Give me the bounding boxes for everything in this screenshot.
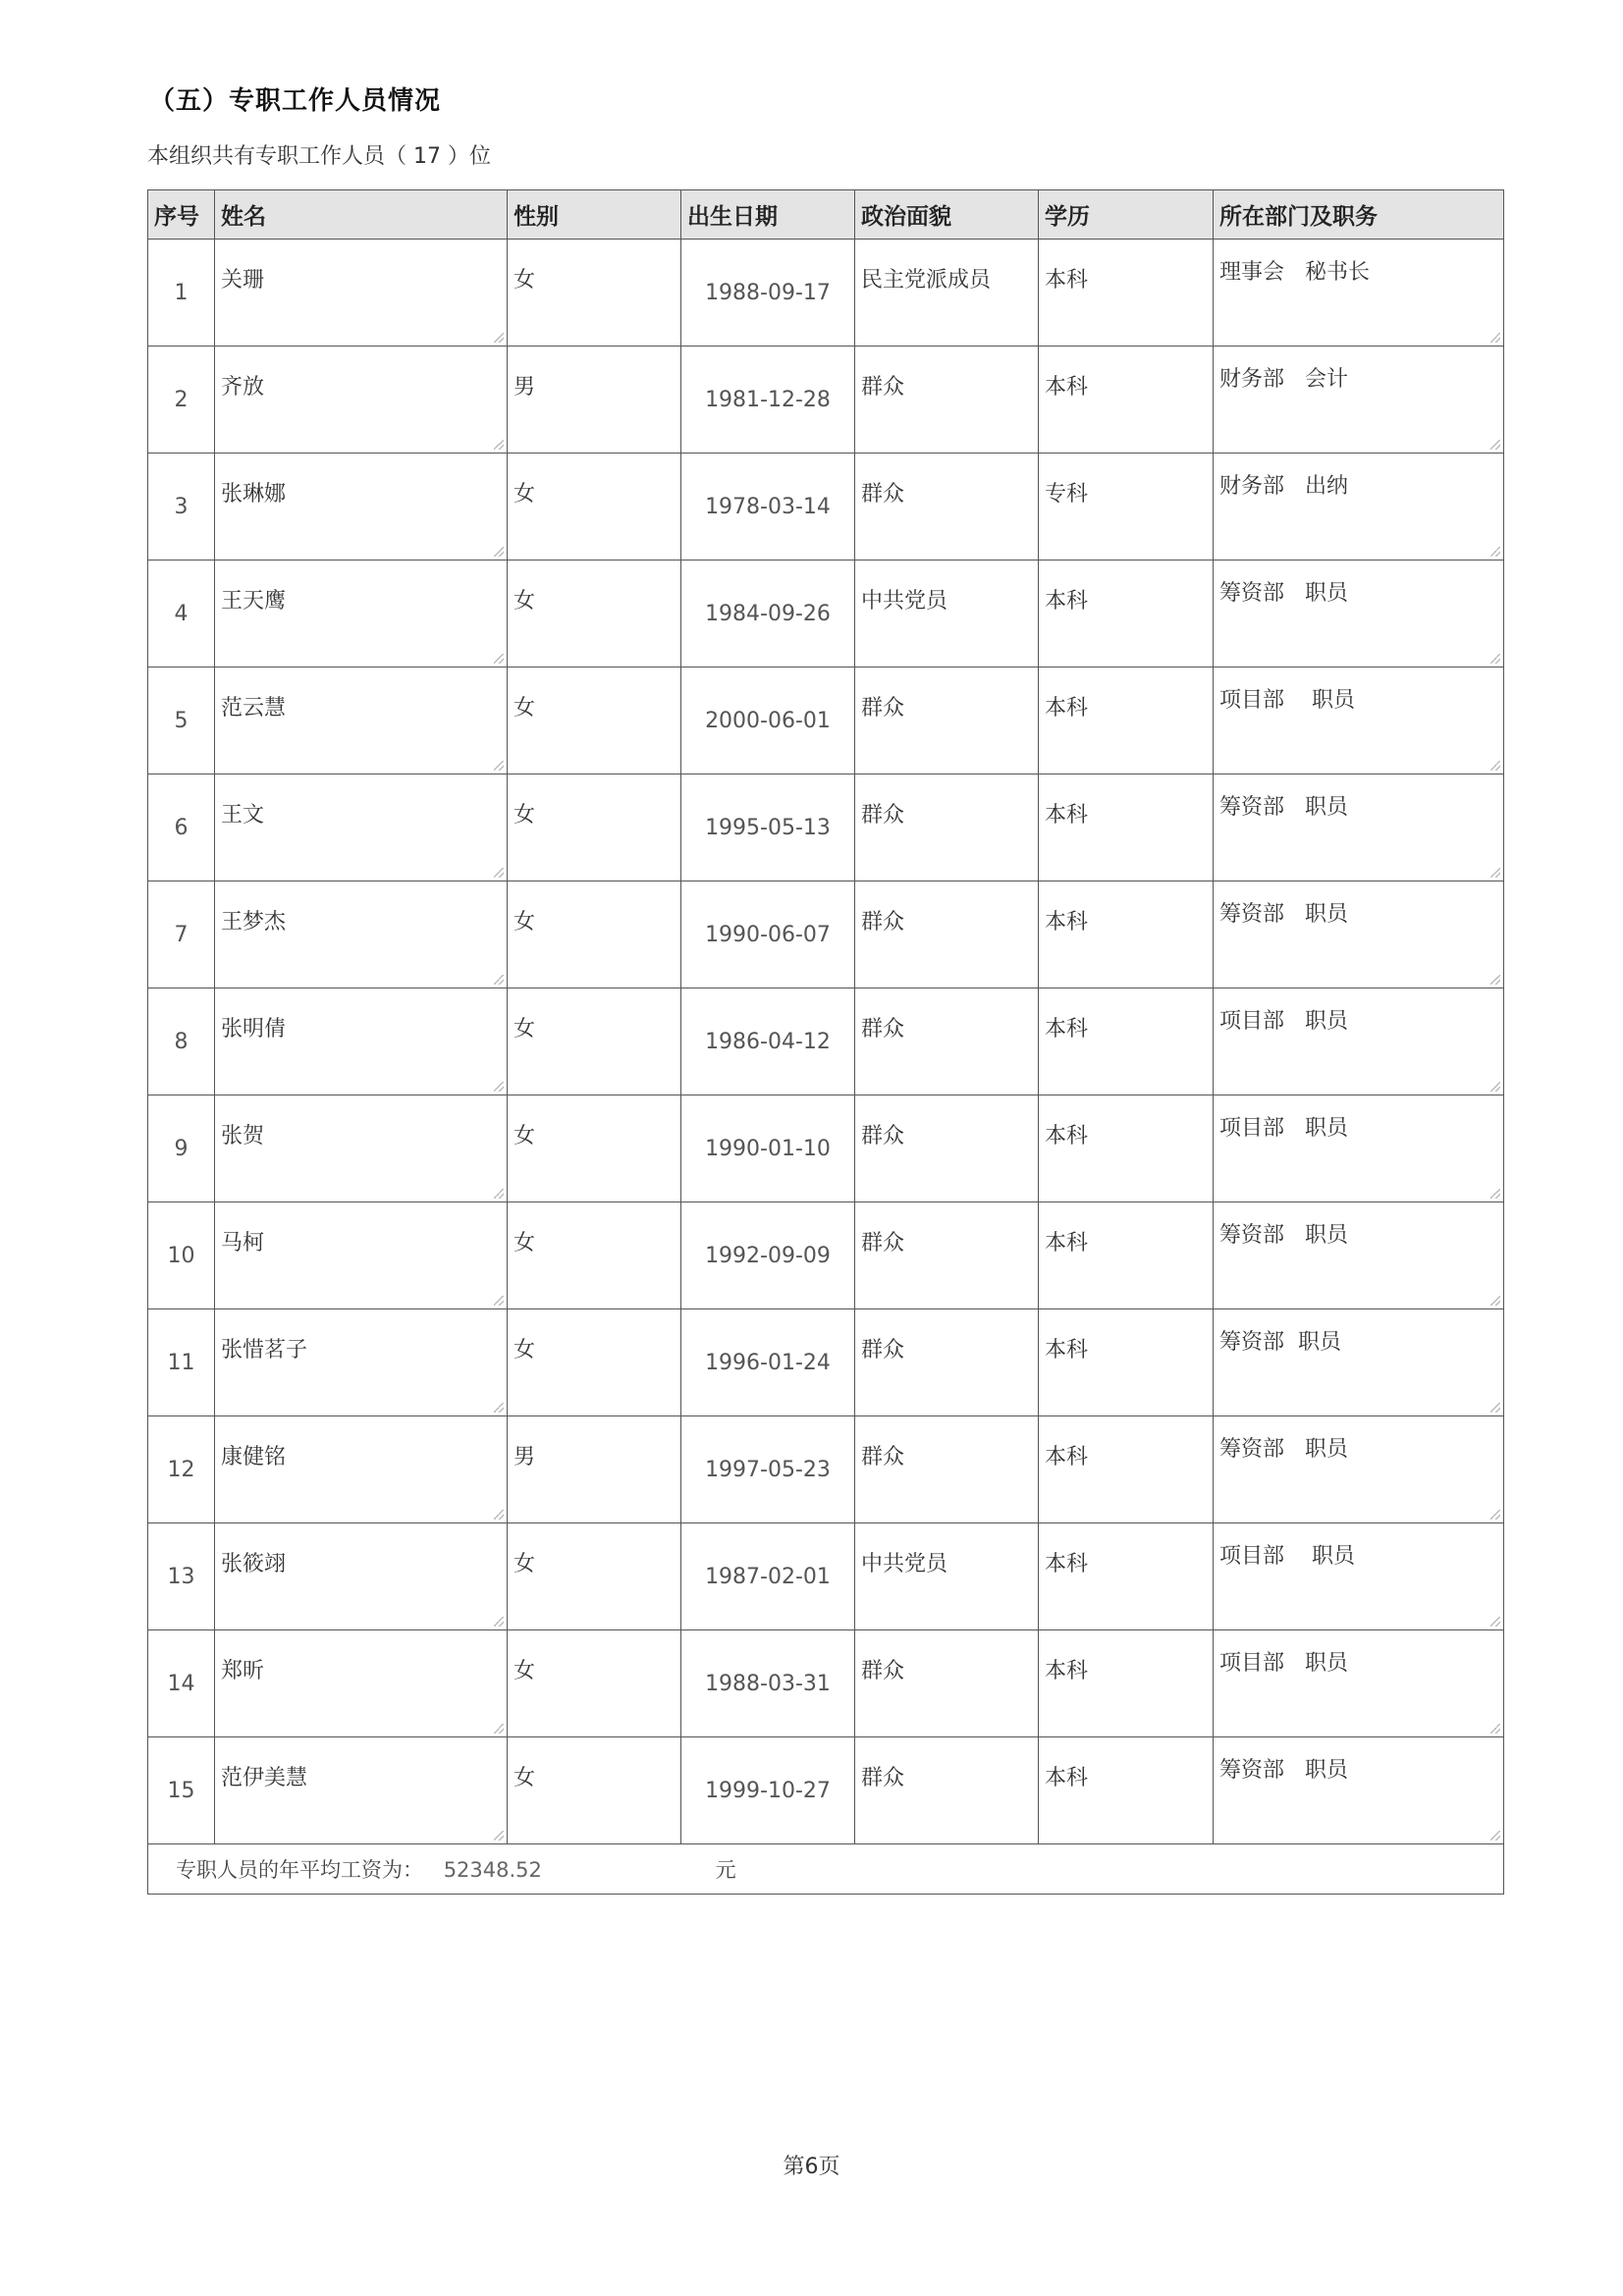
name-field-text: 范伊美慧 [221,1766,308,1790]
department-position-field-text: 项目部 职员 [1219,688,1355,713]
cell-seq-text: 1 [174,280,189,305]
political-status-field [855,1630,1039,1737]
cell-seq-text: 13 [167,1564,195,1589]
cell-seq [148,1523,215,1630]
political-status-field-text: 群众 [861,696,905,721]
salary-unit: 元 [715,1858,736,1882]
resize-handle-icon[interactable] [1490,975,1500,985]
birth-date-field [681,1095,855,1202]
table-row [148,561,1504,667]
birth-date-field-text: 1990-06-07 [705,922,831,947]
cell-seq [148,881,215,988]
cell-seq-text: 6 [174,815,189,840]
birth-date-field-text: 1978-03-14 [705,494,831,519]
education-field [1039,1630,1214,1737]
political-status-field-text: 群众 [861,375,905,400]
birth-date-field-text: 1990-01-10 [705,1136,831,1161]
name-field[interactable] [215,774,508,881]
political-status-field [855,774,1039,881]
department-position-field[interactable] [1214,988,1504,1095]
education-field [1039,561,1214,667]
cell-seq [148,1095,215,1202]
header-birth-date: 出生日期 [681,190,855,240]
table-row [148,881,1504,988]
gender-field-text: 女 [514,1338,536,1362]
birth-date-field-text: 1988-09-17 [705,280,831,305]
political-status-field [855,240,1039,347]
cell-seq [148,774,215,881]
gender-field-text: 女 [514,1017,536,1041]
name-field-text: 齐放 [221,375,265,400]
birth-date-field-text: 1997-05-23 [705,1457,831,1482]
political-status-field [855,561,1039,667]
resize-handle-icon[interactable] [494,1189,504,1199]
name-field-text: 范云慧 [221,696,287,721]
gender-field [508,667,681,774]
department-position-field[interactable] [1214,347,1504,454]
political-status-field [855,988,1039,1095]
name-field[interactable] [215,667,508,774]
birth-date-field [681,881,855,988]
department-position-field[interactable] [1214,454,1504,561]
political-status-field [855,1095,1039,1202]
resize-handle-icon[interactable] [494,1617,504,1627]
table-header-row [148,190,1504,240]
resize-handle-icon[interactable] [494,1831,504,1841]
department-position-field[interactable] [1214,667,1504,774]
resize-handle-icon[interactable] [1490,868,1500,878]
education-field-text: 本科 [1045,1445,1089,1469]
staff-count-text: 本组织共有专职工作人员（ 17 ）位 [147,144,491,169]
department-position-field-text: 项目部 职员 [1219,1544,1355,1569]
name-field-text: 关珊 [221,268,265,293]
name-field[interactable] [215,1630,508,1737]
cell-seq [148,240,215,347]
political-status-field-text: 群众 [861,1124,905,1148]
education-field-text: 专科 [1045,482,1089,507]
resize-handle-icon[interactable] [1490,1510,1500,1520]
political-status-field [855,1309,1039,1416]
department-position-field-text: 筹资部 职员 [1219,581,1348,606]
gender-field-text: 男 [514,1445,536,1469]
table-row [148,1095,1504,1202]
birth-date-field-text: 2000-06-01 [705,708,831,733]
name-field-text: 张筱翊 [221,1552,287,1576]
name-field-text: 张贺 [221,1124,265,1148]
table-row [148,1737,1504,1844]
birth-date-field [681,347,855,454]
gender-field [508,774,681,881]
resize-handle-icon[interactable] [1490,1617,1500,1627]
political-status-field [855,1416,1039,1523]
gender-field [508,1309,681,1416]
political-status-field [855,881,1039,988]
gender-field [508,988,681,1095]
department-position-field[interactable] [1214,1416,1504,1523]
birth-date-field-text: 1984-09-26 [705,601,831,626]
gender-field-text: 女 [514,482,536,507]
political-status-field-text: 民主党派成员 [861,268,992,293]
cell-seq [148,988,215,1095]
political-status-field-text: 群众 [861,1338,905,1362]
department-position-field-text: 筹资部 职员 [1219,795,1348,820]
gender-field [508,1523,681,1630]
birth-date-field-text: 1995-05-13 [705,815,831,840]
political-status-field-text: 群众 [861,1231,905,1255]
page-number: 第6页 [783,2155,840,2179]
resize-handle-icon[interactable] [1490,440,1500,450]
birth-date-field [681,1630,855,1737]
education-field-text: 本科 [1045,803,1089,828]
resize-handle-icon[interactable] [1490,333,1500,343]
name-field-text: 王文 [221,803,265,828]
name-field-text: 张琳娜 [221,482,287,507]
gender-field-text: 女 [514,910,536,934]
education-field [1039,1202,1214,1309]
department-position-field[interactable] [1214,1737,1504,1844]
resize-handle-icon[interactable] [1490,654,1500,664]
education-field-text: 本科 [1045,696,1089,721]
cell-seq [148,561,215,667]
birth-date-field-text: 1996-01-24 [705,1350,831,1375]
resize-handle-icon[interactable] [494,975,504,985]
name-field-text: 王梦杰 [221,910,287,934]
gender-field-text: 女 [514,803,536,828]
name-field-text: 康健铭 [221,1445,287,1469]
political-status-field [855,347,1039,454]
education-field [1039,667,1214,774]
name-field-text: 张明倩 [221,1017,287,1041]
name-field[interactable] [215,1416,508,1523]
table-row [148,347,1504,454]
name-field-text: 郑昕 [221,1659,265,1683]
gender-field [508,1630,681,1737]
birth-date-field [681,774,855,881]
resize-handle-icon[interactable] [1490,1296,1500,1306]
education-field [1039,988,1214,1095]
education-field [1039,1095,1214,1202]
gender-field [508,454,681,561]
name-field[interactable] [215,561,508,667]
resize-handle-icon[interactable] [494,1724,504,1734]
cell-seq-text: 12 [167,1457,195,1482]
department-position-field-text: 筹资部 职员 [1219,1758,1348,1783]
education-field-text: 本科 [1045,1766,1089,1790]
salary-label: 专职人员的年平均工资为： [176,1858,423,1882]
education-field-text: 本科 [1045,375,1089,400]
education-field-text: 本科 [1045,1338,1089,1362]
political-status-field-text: 群众 [861,1766,905,1790]
gender-field-text: 男 [514,375,536,400]
department-position-field-text: 财务部 出纳 [1219,474,1348,499]
header-education: 学历 [1039,190,1214,240]
political-status-field-text: 群众 [861,1445,905,1469]
header-gender: 性别 [508,190,681,240]
department-position-field-text: 理事会 秘书长 [1219,260,1370,285]
education-field-text: 本科 [1045,589,1089,614]
resize-handle-icon[interactable] [1490,1831,1500,1841]
department-position-field[interactable] [1214,240,1504,347]
resize-handle-icon[interactable] [494,1510,504,1520]
education-field-text: 本科 [1045,1124,1089,1148]
political-status-field-text: 群众 [861,803,905,828]
gender-field [508,881,681,988]
birth-date-field [681,1737,855,1844]
cell-seq [148,347,215,454]
cell-seq [148,1630,215,1737]
name-field-text: 王天鹰 [221,589,287,614]
resize-handle-icon[interactable] [494,440,504,450]
table-row [148,1416,1504,1523]
department-position-field[interactable] [1214,1630,1504,1737]
cell-seq-text: 9 [174,1136,189,1161]
cell-seq [148,1737,215,1844]
political-status-field [855,1202,1039,1309]
salary-row [148,1844,1504,1895]
table-row [148,1630,1504,1737]
table-row [148,1523,1504,1630]
cell-seq-text: 10 [167,1243,195,1268]
political-status-field-text: 群众 [861,1659,905,1683]
header-seq: 序号 [148,190,215,240]
gender-field [508,1737,681,1844]
header-department-position: 所在部门及职务 [1214,190,1504,240]
gender-field-text: 女 [514,1659,536,1683]
birth-date-field-text: 1987-02-01 [705,1564,831,1589]
gender-field-text: 女 [514,1124,536,1148]
political-status-field-text: 群众 [861,1017,905,1041]
gender-field-text: 女 [514,268,536,293]
cell-seq-text: 15 [167,1778,195,1803]
resize-handle-icon[interactable] [494,333,504,343]
birth-date-field-text: 1981-12-28 [705,387,831,412]
department-position-field[interactable] [1214,1309,1504,1416]
resize-handle-icon[interactable] [1490,1189,1500,1199]
cell-seq-text: 8 [174,1029,189,1054]
cell-seq-text: 3 [174,494,189,519]
education-field-text: 本科 [1045,1017,1089,1041]
gender-field-text: 女 [514,589,536,614]
table-row [148,988,1504,1095]
table-row [148,240,1504,347]
department-position-field-text: 财务部 会计 [1219,367,1348,392]
section-title: （五）专职工作人员情况 [149,86,442,116]
cell-seq [148,667,215,774]
education-field [1039,1523,1214,1630]
education-field [1039,1416,1214,1523]
department-position-field-text: 筹资部 职员 [1219,1223,1348,1248]
education-field [1039,347,1214,454]
salary-cell [148,1844,1504,1895]
department-position-field[interactable] [1214,1095,1504,1202]
department-position-field[interactable] [1214,1202,1504,1309]
resize-handle-icon[interactable] [494,761,504,771]
birth-date-field [681,454,855,561]
birth-date-field [681,667,855,774]
gender-field-text: 女 [514,1231,536,1255]
resize-handle-icon[interactable] [1490,1403,1500,1413]
birth-date-field [681,1416,855,1523]
header-political-status: 政治面貌 [855,190,1039,240]
department-position-field[interactable] [1214,881,1504,988]
resize-handle-icon[interactable] [1490,547,1500,557]
birth-date-field-text: 1986-04-12 [705,1029,831,1054]
resize-handle-icon[interactable] [494,868,504,878]
cell-seq [148,1309,215,1416]
political-status-field [855,1523,1039,1630]
department-position-field[interactable] [1214,561,1504,667]
name-field[interactable] [215,1309,508,1416]
gender-field [508,1095,681,1202]
gender-field-text: 女 [514,696,536,721]
birth-date-field-text: 1992-09-09 [705,1243,831,1268]
salary-value: 52348.52 [443,1858,542,1882]
political-status-field [855,454,1039,561]
education-field [1039,774,1214,881]
name-field-text: 张惜茗子 [221,1338,308,1362]
education-field [1039,1737,1214,1844]
cell-seq [148,1416,215,1523]
cell-seq [148,1202,215,1309]
table-row [148,1309,1504,1416]
header-name: 姓名 [215,190,508,240]
cell-seq-text: 4 [174,601,189,626]
gender-field [508,1416,681,1523]
education-field-text: 本科 [1045,268,1089,293]
name-field[interactable] [215,1202,508,1309]
department-position-field-text: 项目部 职员 [1219,1651,1348,1676]
resize-handle-icon[interactable] [1490,761,1500,771]
political-status-field-text: 中共党员 [861,589,948,614]
education-field-text: 本科 [1045,1552,1089,1576]
department-position-field-text: 筹资部 职员 [1219,1330,1341,1355]
education-field [1039,1309,1214,1416]
name-field[interactable] [215,347,508,454]
gender-field [508,1202,681,1309]
birth-date-field-text: 1999-10-27 [705,1778,831,1803]
department-position-field-text: 筹资部 职员 [1219,902,1348,927]
department-position-field[interactable] [1214,774,1504,881]
cell-seq-text: 5 [174,708,189,733]
name-field[interactable] [215,1095,508,1202]
education-field-text: 本科 [1045,1659,1089,1683]
political-status-field-text: 中共党员 [861,1552,948,1576]
department-position-field-text: 项目部 职员 [1219,1116,1348,1141]
resize-handle-icon[interactable] [494,1403,504,1413]
name-field[interactable] [215,1737,508,1844]
department-position-field-text: 筹资部 职员 [1219,1437,1348,1462]
name-field[interactable] [215,881,508,988]
cell-seq-text: 7 [174,922,189,947]
table-row [148,667,1504,774]
birth-date-field [681,1202,855,1309]
birth-date-field [681,1523,855,1630]
gender-field-text: 女 [514,1766,536,1790]
gender-field [508,240,681,347]
table-row [148,454,1504,561]
birth-date-field [681,240,855,347]
cell-seq-text: 2 [174,387,189,412]
gender-field [508,561,681,667]
department-position-field[interactable] [1214,1523,1504,1630]
resize-handle-icon[interactable] [494,547,504,557]
table-row [148,774,1504,881]
education-field [1039,240,1214,347]
name-field[interactable] [215,1523,508,1630]
political-status-field [855,667,1039,774]
cell-seq-text: 11 [167,1350,195,1375]
gender-field-text: 女 [514,1552,536,1576]
political-status-field-text: 群众 [861,910,905,934]
department-position-field-text: 项目部 职员 [1219,1009,1348,1034]
education-field [1039,881,1214,988]
gender-field [508,347,681,454]
table-row [148,1202,1504,1309]
education-field-text: 本科 [1045,1231,1089,1255]
name-field[interactable] [215,988,508,1095]
name-field-text: 马柯 [221,1231,265,1255]
birth-date-field-text: 1988-03-31 [705,1671,831,1696]
education-field [1039,454,1214,561]
resize-handle-icon[interactable] [494,654,504,664]
resize-handle-icon[interactable] [1490,1082,1500,1092]
resize-handle-icon[interactable] [1490,1724,1500,1734]
birth-date-field [681,1309,855,1416]
staff-table [147,189,1504,1895]
cell-seq-text: 14 [167,1671,195,1696]
table-body [148,240,1504,1895]
resize-handle-icon[interactable] [494,1082,504,1092]
political-status-field [855,1737,1039,1844]
cell-seq [148,454,215,561]
resize-handle-icon[interactable] [494,1296,504,1306]
political-status-field-text: 群众 [861,482,905,507]
birth-date-field [681,988,855,1095]
education-field-text: 本科 [1045,910,1089,934]
name-field[interactable] [215,454,508,561]
birth-date-field [681,561,855,667]
name-field[interactable] [215,240,508,347]
